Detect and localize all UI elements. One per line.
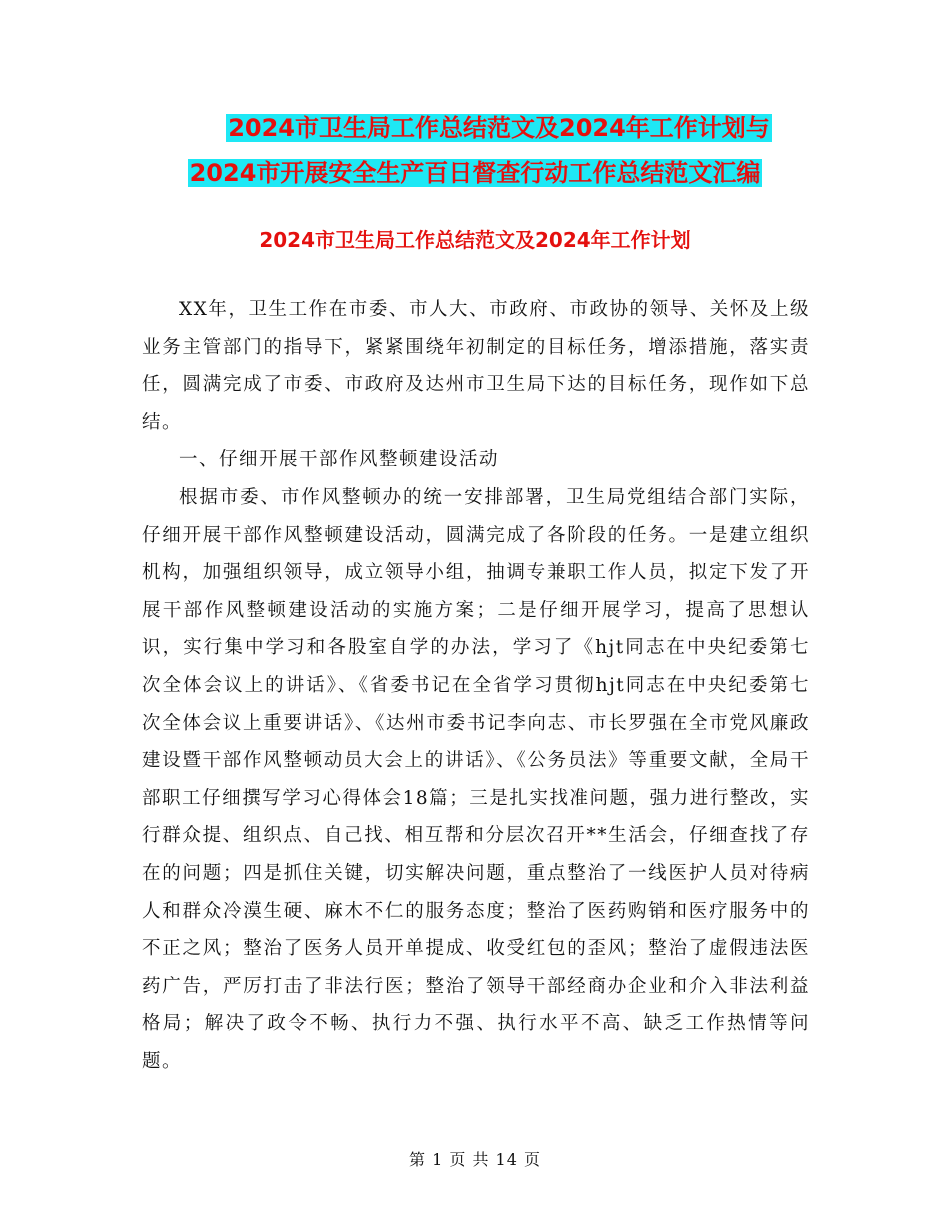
document-title-line-1 [24,108,950,148]
title-highlight-2: 2024市开展安全生产百日督查行动工作总结范文汇编 [189,159,761,187]
paragraph-heading-1: 一、仔细开展干部作风整顿建设活动 [179,449,500,471]
document-body [142,291,810,1080]
document-title-line-2 [0,153,950,193]
paragraph-intro: XX年，卫生工作在市委、市人大、市政府、市政协的领导、关怀及上级业务主管部门的指导下，紧紧围绕年初制定的目标任务，增添措施，落实责任，圆满完成了市委、市政府及达州市卫生局下达的目标任务，现作如下总结。 [142,299,810,433]
page-footer: 第 1 页 共 14 页 [409,1150,541,1169]
title-highlight-1: 2024市卫生局工作总结范文及2024年工作计划与 [228,114,770,142]
section-title: 2024市卫生局工作总结范文及2024年工作计划 [259,228,691,252]
paragraph-section-1: 根据市委、市作风整顿办的统一安排部署，卫生局党组结合部门实际，仔细开展干部作风整顿建设活动，圆满完成了各阶段的任务。一是建立组织机构，加强组织领导，成立领导小组，抽调专兼职工作人员，拟定下发了开展干部作风整顿建设活动的实施方案；二是仔细开展学习，提高了思想认识，实行集中学习和各股室自学的办法，学习了《hjt同志在中央纪委第七次全体会议上的讲话》、《省委书记在全省学习贯彻hjt同志在中央纪委第七次全体会议上重要讲话》、《达州市委书记李向志、市长罗强在全市党风廉政建设暨干部作风整顿动员大会上的讲话》、《公务员法》等重要文献，全局干部职工仔细撰写学习心得体会18篇；三是扎实找准问题，强力进行整改，实行群众提、组织点、自己找、相互帮和分层次召开**生活会，仔细查找了存在的问题；四是抓住关键，切实解决问题，重点整治了一线医护人员对待病人和群众冷漠生硬、麻木不仁的服务态度；整治了医药购销和医疗服务中的不正之风；整治了医务人员开单提成、收受红包的歪风；整治了虚假违法医药广告，严厉打击了非法行医；整治了领导干部经商办企业和介入非法利益格局；解决了政令不畅、执行力不强、执行水平不高、缺乏工作热情等问题。 [142,486,810,1072]
